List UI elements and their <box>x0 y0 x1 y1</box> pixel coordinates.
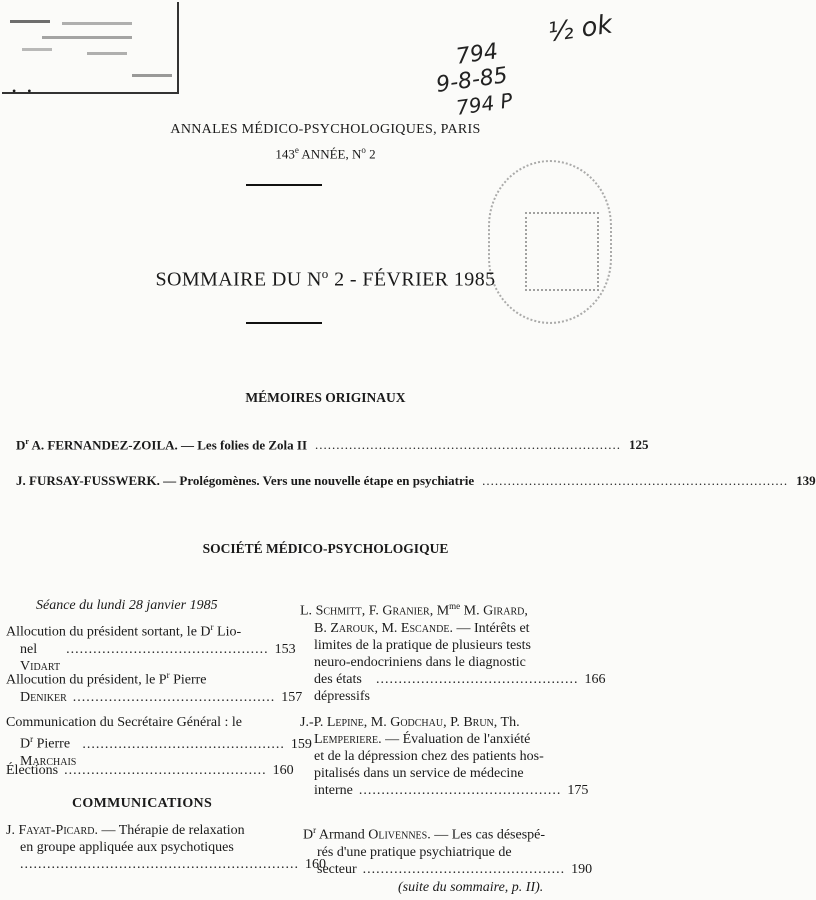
toc-item[interactable]: Allocution du président sortant, le $D^r$ Lio- nel Vidart ............................................. 153 <box>6 622 296 674</box>
toc-item-page: 160 <box>272 763 294 778</box>
divider <box>246 322 322 324</box>
communications-heading: COMMUNICATIONS <box>72 796 213 811</box>
toc-item-page: 160 <box>305 857 326 872</box>
toc-entry[interactable]: $D^r$ A. FERNANDEZ-ZOILA. — Les folies de Zola II ........................................................................ 125 <box>16 437 649 453</box>
toc-item[interactable]: Communication du Secrétaire Général : le $D^r$ Pierre Marchais ............................................. 159 <box>6 715 312 769</box>
journal-title: ANNALES MÉDICO-PSYCHOLOGIQUES, PARIS <box>170 122 481 137</box>
stamp-dots-icon: • • <box>12 84 36 98</box>
toc-item-page: 166 <box>584 671 606 687</box>
section-heading-societe: SOCIÉTÉ MÉDICO-PSYCHOLOGIQUE <box>202 541 449 556</box>
toc-item-page: 159 <box>290 736 312 752</box>
toc-item-text: Élections <box>6 763 59 778</box>
toc-item-page: 175 <box>567 783 589 798</box>
toc-entry[interactable]: J. FURSAY-FUSSWERK. — Prolégomènes. Vers une nouvelle étape en psychiatrie ........................................................................ 139 <box>16 473 816 488</box>
toc-item[interactable]: $D^r$ Armand Olivennes. — Les cas désespé- rés d'une pratique psychiatrique de secteur ............................................. 190 <box>303 825 593 877</box>
toc-item-page: 153 <box>274 641 296 657</box>
toc-item[interactable]: L. Schmitt, F. Granier, $M^{me}$ M. Girard, B. Zarouk, M. Escande. — Intérêts et limites de la pratique de plusieurs tests neuro-endocriniens dans le diagnostic des états dépressifs ............................................. 166 <box>300 601 606 704</box>
library-stamp <box>2 2 179 98</box>
handwritten-date: 9-8-85 <box>434 63 510 98</box>
toc-item[interactable]: Élections ............................................. 160 <box>6 763 294 778</box>
divider <box>246 184 322 186</box>
toc-entry-text: J. FURSAY-FUSSWERK. — Prolégomènes. Vers une nouvelle étape en psychiatrie <box>16 473 475 488</box>
handwritten-number: 794 <box>454 39 500 70</box>
section-heading-memoires: MÉMOIRES ORIGINAUX <box>245 390 406 405</box>
toc-item-page: 157 <box>281 689 303 705</box>
handwritten-number-2: 794 P <box>454 88 514 120</box>
toc-item[interactable]: J.-P. Lepine, M. Godchau, P. Brun, Th. Lemperiere. — Évaluation de l'anxiété et de la dépression chez des patients hos- pitalisés dans un service de médecine interne ............................................. 175 <box>300 715 589 798</box>
toc-item[interactable]: Allocution du président, le $P^r$ Pierre Deniker ............................................. 157 <box>6 670 303 705</box>
toc-item-page: 190 <box>571 861 593 877</box>
toc-item[interactable]: J. Fayat-Picard. — Thérapie de relaxation en groupe appliquée aux psychotiques .............................................................. 160 <box>6 823 326 872</box>
journal-year-issue: 143e ANNÉE, $N^o$ 2 <box>275 145 376 162</box>
toc-entry-page: 125 <box>629 437 649 453</box>
toc-entry-page: 139 <box>796 473 816 488</box>
seance-date: Séance du lundi 28 janvier 1985 <box>36 598 218 613</box>
toc-entry-text: $D^r$ A. FERNANDEZ-ZOILA. — Les folies de Zola II <box>16 437 308 453</box>
suite-note: (suite du sommaire, p. II). <box>398 880 544 895</box>
sommaire-title: SOMMAIRE DU $N^o$ 2 - FÉVRIER 1985 <box>155 266 496 291</box>
handwritten-ref: ½ ok <box>546 9 615 49</box>
